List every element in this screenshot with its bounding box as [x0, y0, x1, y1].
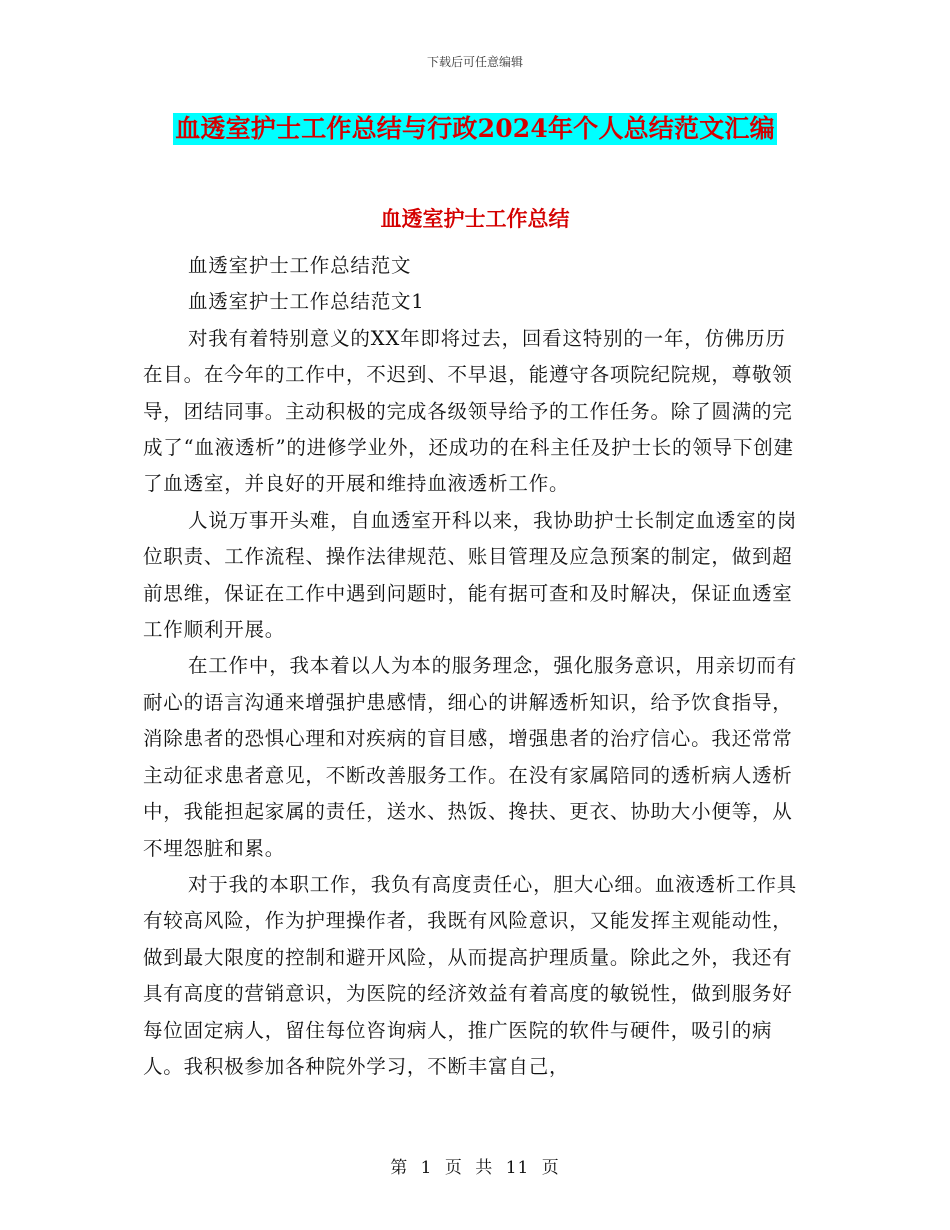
footer-label-total: 共 — [475, 1158, 494, 1178]
paragraph: 对我有着特别意义的XX年即将过去，回看这特别的一年，仿佛历历在目。在今年的工作中，不迟到、不早退，能遵守各项院纪院规，尊敬领导，团结同事。主动积极的完成各级领导给予的工作任务。除了圆满的完成了“血液透析”的进修学业外，还成功的在科主任及护士长的领导下创建了血透室，并良好的开展和维持血液透析工作。 — [143, 326, 794, 496]
document-body — [143, 248, 803, 1085]
total-page-count: 11 — [505, 1158, 530, 1178]
section-title: 血透室护士工作总结 — [380, 206, 570, 231]
paragraph: 血透室护士工作总结范文1 — [188, 290, 425, 314]
paragraph: 对于我的本职工作，我负有高度责任心，胆大心细。血液透析工作具有较高风险，作为护理操作者，我既有风险意识，又能发挥主观能动性，做到最大限度的控制和避开风险，从而提高护理质量。除此之外，我还有具有高度的营销意识，为医院的经济效益有着高度的敏锐性，做到服务好每位固定病人，留住每位咨询病人，推广医院的软件与硬件，吸引的病人。我积极参加各种院外学习，不断丰富自己， — [143, 872, 798, 1078]
footer-label-unit: 页 — [444, 1158, 463, 1178]
paragraph: 在工作中，我本着以人为本的服务理念，强化服务意识，用亲切而有耐心的语言沟通来增强护患感情，细心的讲解透析知识，给予饮食指导，消除患者的恐惧心理和对疾病的盲目感，增强患者的治疗信心。我还常常主动征求患者意见，不断改善服务工作。在没有家属陪同的透析病人透析中，我能担起家属的责任，送水、热饭、搀扶、更衣、协助大小便等，从不埋怨脏和累。 — [143, 654, 798, 860]
current-page-number: 1 — [420, 1158, 433, 1178]
main-title: 血透室护士工作总结与行政2024年个人总结范文汇编 — [175, 114, 775, 143]
paragraph: 血透室护士工作总结范文 — [188, 254, 412, 277]
footer-label-unit-2: 页 — [541, 1158, 560, 1178]
main-title-container — [0, 113, 950, 145]
paragraph: 人说万事开头难，自血透室开科以来，我协助护士长制定血透室的岗位职责、工作流程、操作法律规范、账目管理及应急预案的制定，做到超前思维，保证在工作中遇到问题时，能有据可查和及时解决，保证血透室工作顺利开展。 — [143, 508, 798, 642]
header-note: 下载后可任意编辑 — [426, 55, 523, 69]
page-footer — [0, 1153, 950, 1178]
footer-label-page: 第 — [390, 1158, 409, 1178]
